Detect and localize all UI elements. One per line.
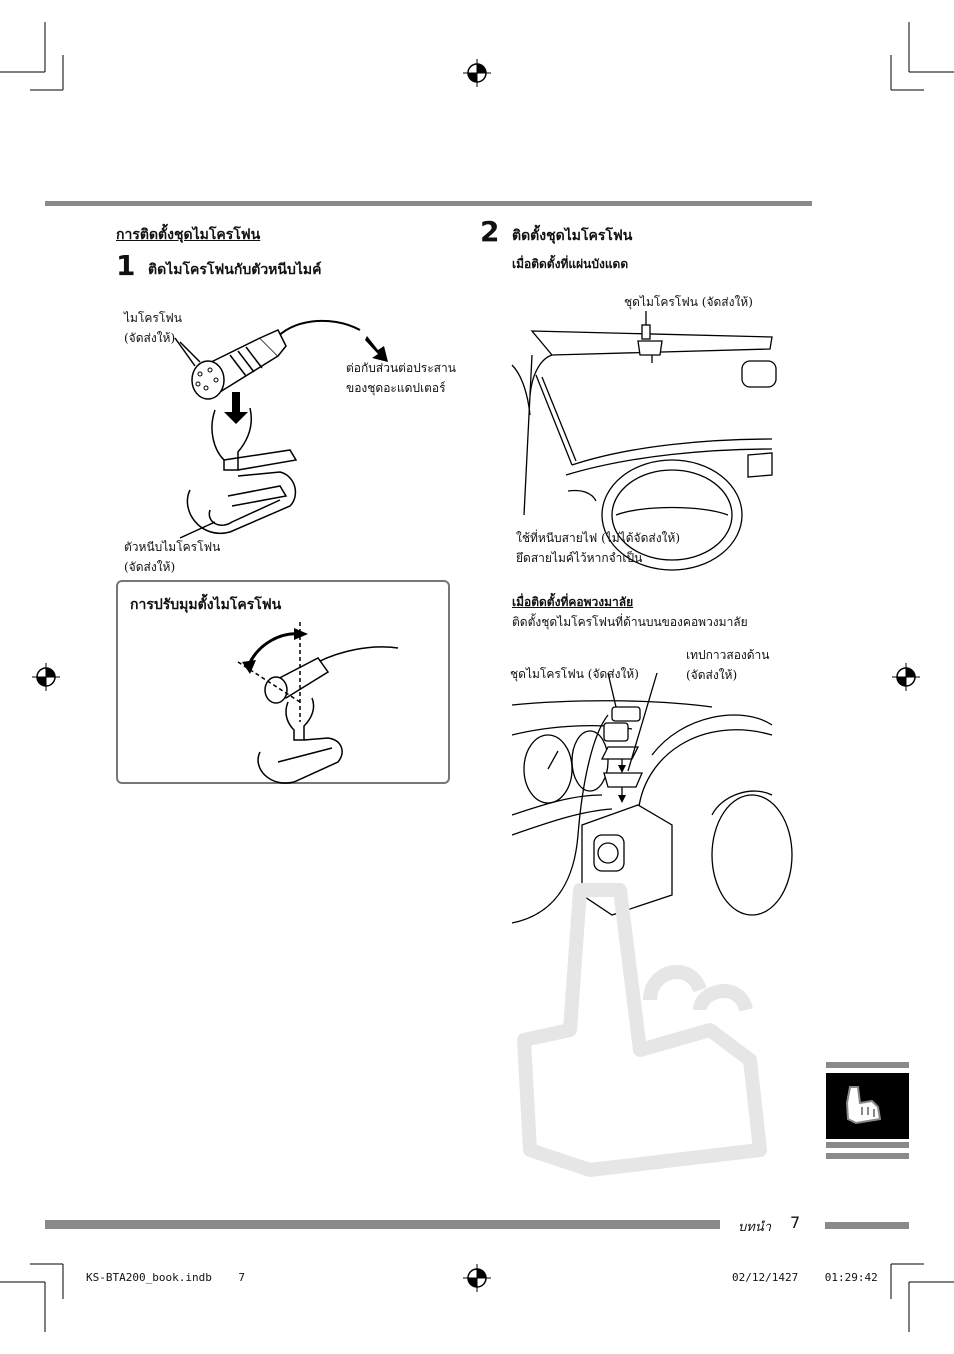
tab-rule-mid: [826, 1142, 909, 1148]
column-subheading: เมื่อติดตั้งที่คอพวงมาลัย: [512, 595, 634, 609]
footer-rule-left: [45, 1220, 720, 1229]
step-2-number: 2: [480, 215, 500, 248]
column-description: ติดตั้งชุดไมโครโฟนที่ด้านบนของคอพวงมาลัย: [512, 615, 748, 629]
section-heading: การติดตั้งชุดไมโครโฟน: [116, 227, 261, 243]
visor-subheading: เมื่อติดตั้งที่แผ่นบังแดด: [512, 257, 629, 271]
crosshair-circle-icon: [463, 1264, 491, 1292]
adjust-box-title: การปรับมุมตั้งไมโครโฟน: [130, 597, 282, 613]
thumb-tab: [826, 1073, 909, 1139]
thumbs-up-icon: [844, 1085, 884, 1125]
slug-timestamp: 02/12/1427 01:29:42: [732, 1271, 878, 1284]
clip-label-line2: (จัดส่งให้): [124, 560, 176, 574]
crosshair-circle-icon: [32, 663, 60, 691]
tape-label: [686, 645, 770, 685]
top-rule: [45, 201, 812, 206]
sun-visor-illustration: [512, 315, 772, 515]
cord-clamp-label: [516, 528, 680, 568]
mic-clip-illustration: [120, 300, 460, 560]
crosshair-circle-icon: [892, 663, 920, 691]
tab-rule-bottom: [826, 1153, 909, 1159]
step-1-number: 1: [116, 249, 136, 282]
adjust-box: [116, 580, 450, 784]
tape-label-line1: เทปกาวสองด้าน: [686, 648, 770, 662]
crosshair-circle-icon: [463, 59, 491, 87]
step-1-text: ติดไมโครโฟนกับตัวหนีบไมค์: [148, 262, 322, 278]
cord-clamp-line2: ยึดสายไมค์ไว้หากจำเป็น: [516, 551, 643, 565]
mic-angle-illustration: [228, 622, 428, 772]
slug-file: KS-BTA200_book.indb 7: [86, 1271, 245, 1284]
column-mic-label: ชุดไมโครโฟน (จัดส่งให้): [510, 667, 639, 681]
footer-section-name: บทนำ: [738, 1220, 772, 1235]
connect-label-line1: ต่อกับส่วนต่อประสาน: [346, 361, 456, 375]
clip-label-line1: ตัวหนีบไมโครโฟน: [124, 540, 221, 554]
tape-label-line2: (จัดส่งให้): [686, 668, 738, 682]
connect-label-line2: ของชุดอะแดปเตอร์: [346, 381, 446, 395]
page-number: 7: [790, 1213, 801, 1232]
mic-label-line2: (จัดส่งให้): [124, 331, 176, 345]
visor-mic-label: ชุดไมโครโฟน (จัดส่งให้): [624, 295, 753, 309]
step-2-text: ติดตั้งชุดไมโครโฟน: [512, 228, 633, 244]
thumbs-up-watermark: [510, 850, 790, 1180]
footer-rule-right: [825, 1222, 909, 1229]
cord-clamp-line1: ใช้ที่หนีบสายไฟ (ไม่ได้จัดส่งให้): [516, 531, 680, 545]
tab-rule-top: [826, 1062, 909, 1068]
mic-label-line1: ไมโครโฟน: [124, 311, 183, 325]
